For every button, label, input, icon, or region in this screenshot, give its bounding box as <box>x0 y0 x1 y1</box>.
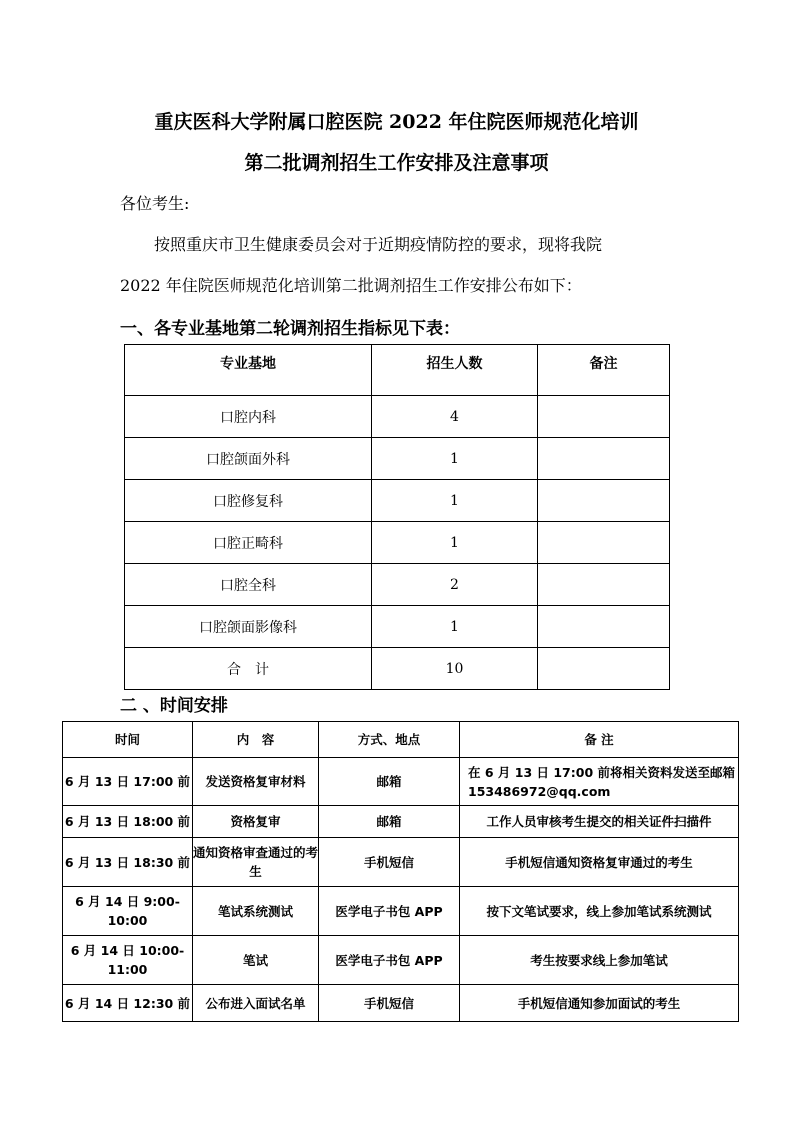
quota-header-specialty: 专业基地 <box>125 345 372 396</box>
schedule-time: 6 月 13 日 18:30 前 <box>63 838 193 887</box>
quota-count: 10 <box>372 648 538 690</box>
table-row <box>125 564 670 606</box>
schedule-header-method: 方式、地点 <box>319 722 460 758</box>
quota-count: 1 <box>372 438 538 480</box>
quota-note <box>538 438 670 480</box>
table-row <box>125 480 670 522</box>
schedule-method: 邮箱 <box>319 806 460 838</box>
schedule-time: 6 月 13 日 18:00 前 <box>63 806 193 838</box>
schedule-method: 邮箱 <box>319 758 460 806</box>
quota-count: 1 <box>372 480 538 522</box>
quota-specialty: 合 计 <box>125 648 372 690</box>
schedule-content: 公布进入面试名单 <box>193 985 319 1022</box>
schedule-note: 手机短信通知资格复审通过的考生 <box>460 838 739 887</box>
table-row <box>125 522 670 564</box>
table-row <box>125 606 670 648</box>
quota-specialty: 口腔正畸科 <box>125 522 372 564</box>
schedule-method: 医学电子书包 APP <box>319 936 460 985</box>
quota-count: 1 <box>372 522 538 564</box>
quota-note <box>538 564 670 606</box>
schedule-note: 工作人员审核考生提交的相关证件扫描件 <box>460 806 739 838</box>
schedule-time: 6 月 13 日 17:00 前 <box>63 758 193 806</box>
schedule-content: 发送资格复审材料 <box>193 758 319 806</box>
schedule-content: 资格复审 <box>193 806 319 838</box>
schedule-method: 手机短信 <box>319 985 460 1022</box>
document-title-line2: 第二批调剂招生工作安排及注意事项 <box>244 152 549 174</box>
quota-specialty: 口腔修复科 <box>125 480 372 522</box>
document-title-line1: 重庆医科大学附属口腔医院 2022 年住院医师规范化培训 <box>154 111 639 133</box>
section2-heading: 二 、时间安排 <box>120 696 228 716</box>
quota-specialty: 口腔颌面外科 <box>125 438 372 480</box>
schedule-header-time: 时间 <box>63 722 193 758</box>
intro-line1: 按照重庆市卫生健康委员会对于近期疫情防控的要求，现将我院 <box>154 235 603 254</box>
quota-header-count: 招生人数 <box>372 345 538 396</box>
quota-count: 1 <box>372 606 538 648</box>
quota-header-note: 备注 <box>538 345 670 396</box>
salutation: 各位考生: <box>120 194 190 213</box>
quota-note <box>538 522 670 564</box>
quota-count: 2 <box>372 564 538 606</box>
table-row <box>63 806 739 838</box>
schedule-note: 考生按要求线上参加笔试 <box>460 936 739 985</box>
table-row <box>125 438 670 480</box>
schedule-method: 医学电子书包 APP <box>319 887 460 936</box>
quota-note <box>538 396 670 438</box>
quota-table <box>124 344 670 690</box>
table-row <box>63 936 739 985</box>
schedule-content: 笔试系统测试 <box>193 887 319 936</box>
table-row <box>63 758 739 806</box>
quota-specialty: 口腔颌面影像科 <box>125 606 372 648</box>
quota-count: 4 <box>372 396 538 438</box>
schedule-header-note: 备 注 <box>460 722 739 758</box>
quota-note <box>538 480 670 522</box>
quota-specialty: 口腔全科 <box>125 564 372 606</box>
quota-note <box>538 648 670 690</box>
quota-specialty: 口腔内科 <box>125 396 372 438</box>
table-row-total <box>125 648 670 690</box>
schedule-table <box>62 721 739 1022</box>
schedule-note: 按下文笔试要求，线上参加笔试系统测试 <box>460 887 739 936</box>
schedule-content: 通知资格审查通过的考生 <box>193 838 319 887</box>
table-row <box>63 838 739 887</box>
section1-heading: 一、各专业基地第二轮调剂招生指标见下表： <box>120 319 460 339</box>
schedule-note: 手机短信通知参加面试的考生 <box>460 985 739 1022</box>
table-row <box>63 985 739 1022</box>
intro-line2: 2022 年住院医师规范化培训第二批调剂招生工作安排公布如下： <box>120 276 582 295</box>
schedule-note: 在 6 月 13 日 17:00 前将相关资料发送至邮箱 153486972@qq.com <box>460 758 739 806</box>
quota-table-header <box>125 345 670 396</box>
table-row <box>125 396 670 438</box>
schedule-content: 笔试 <box>193 936 319 985</box>
quota-note <box>538 606 670 648</box>
schedule-time: 6 月 14 日 9:00-10:00 <box>63 887 193 936</box>
schedule-table-header <box>63 722 739 758</box>
schedule-method: 手机短信 <box>319 838 460 887</box>
schedule-time: 6 月 14 日 12:30 前 <box>63 985 193 1022</box>
schedule-header-content: 内 容 <box>193 722 319 758</box>
table-row <box>63 887 739 936</box>
schedule-time: 6 月 14 日 10:00-11:00 <box>63 936 193 985</box>
